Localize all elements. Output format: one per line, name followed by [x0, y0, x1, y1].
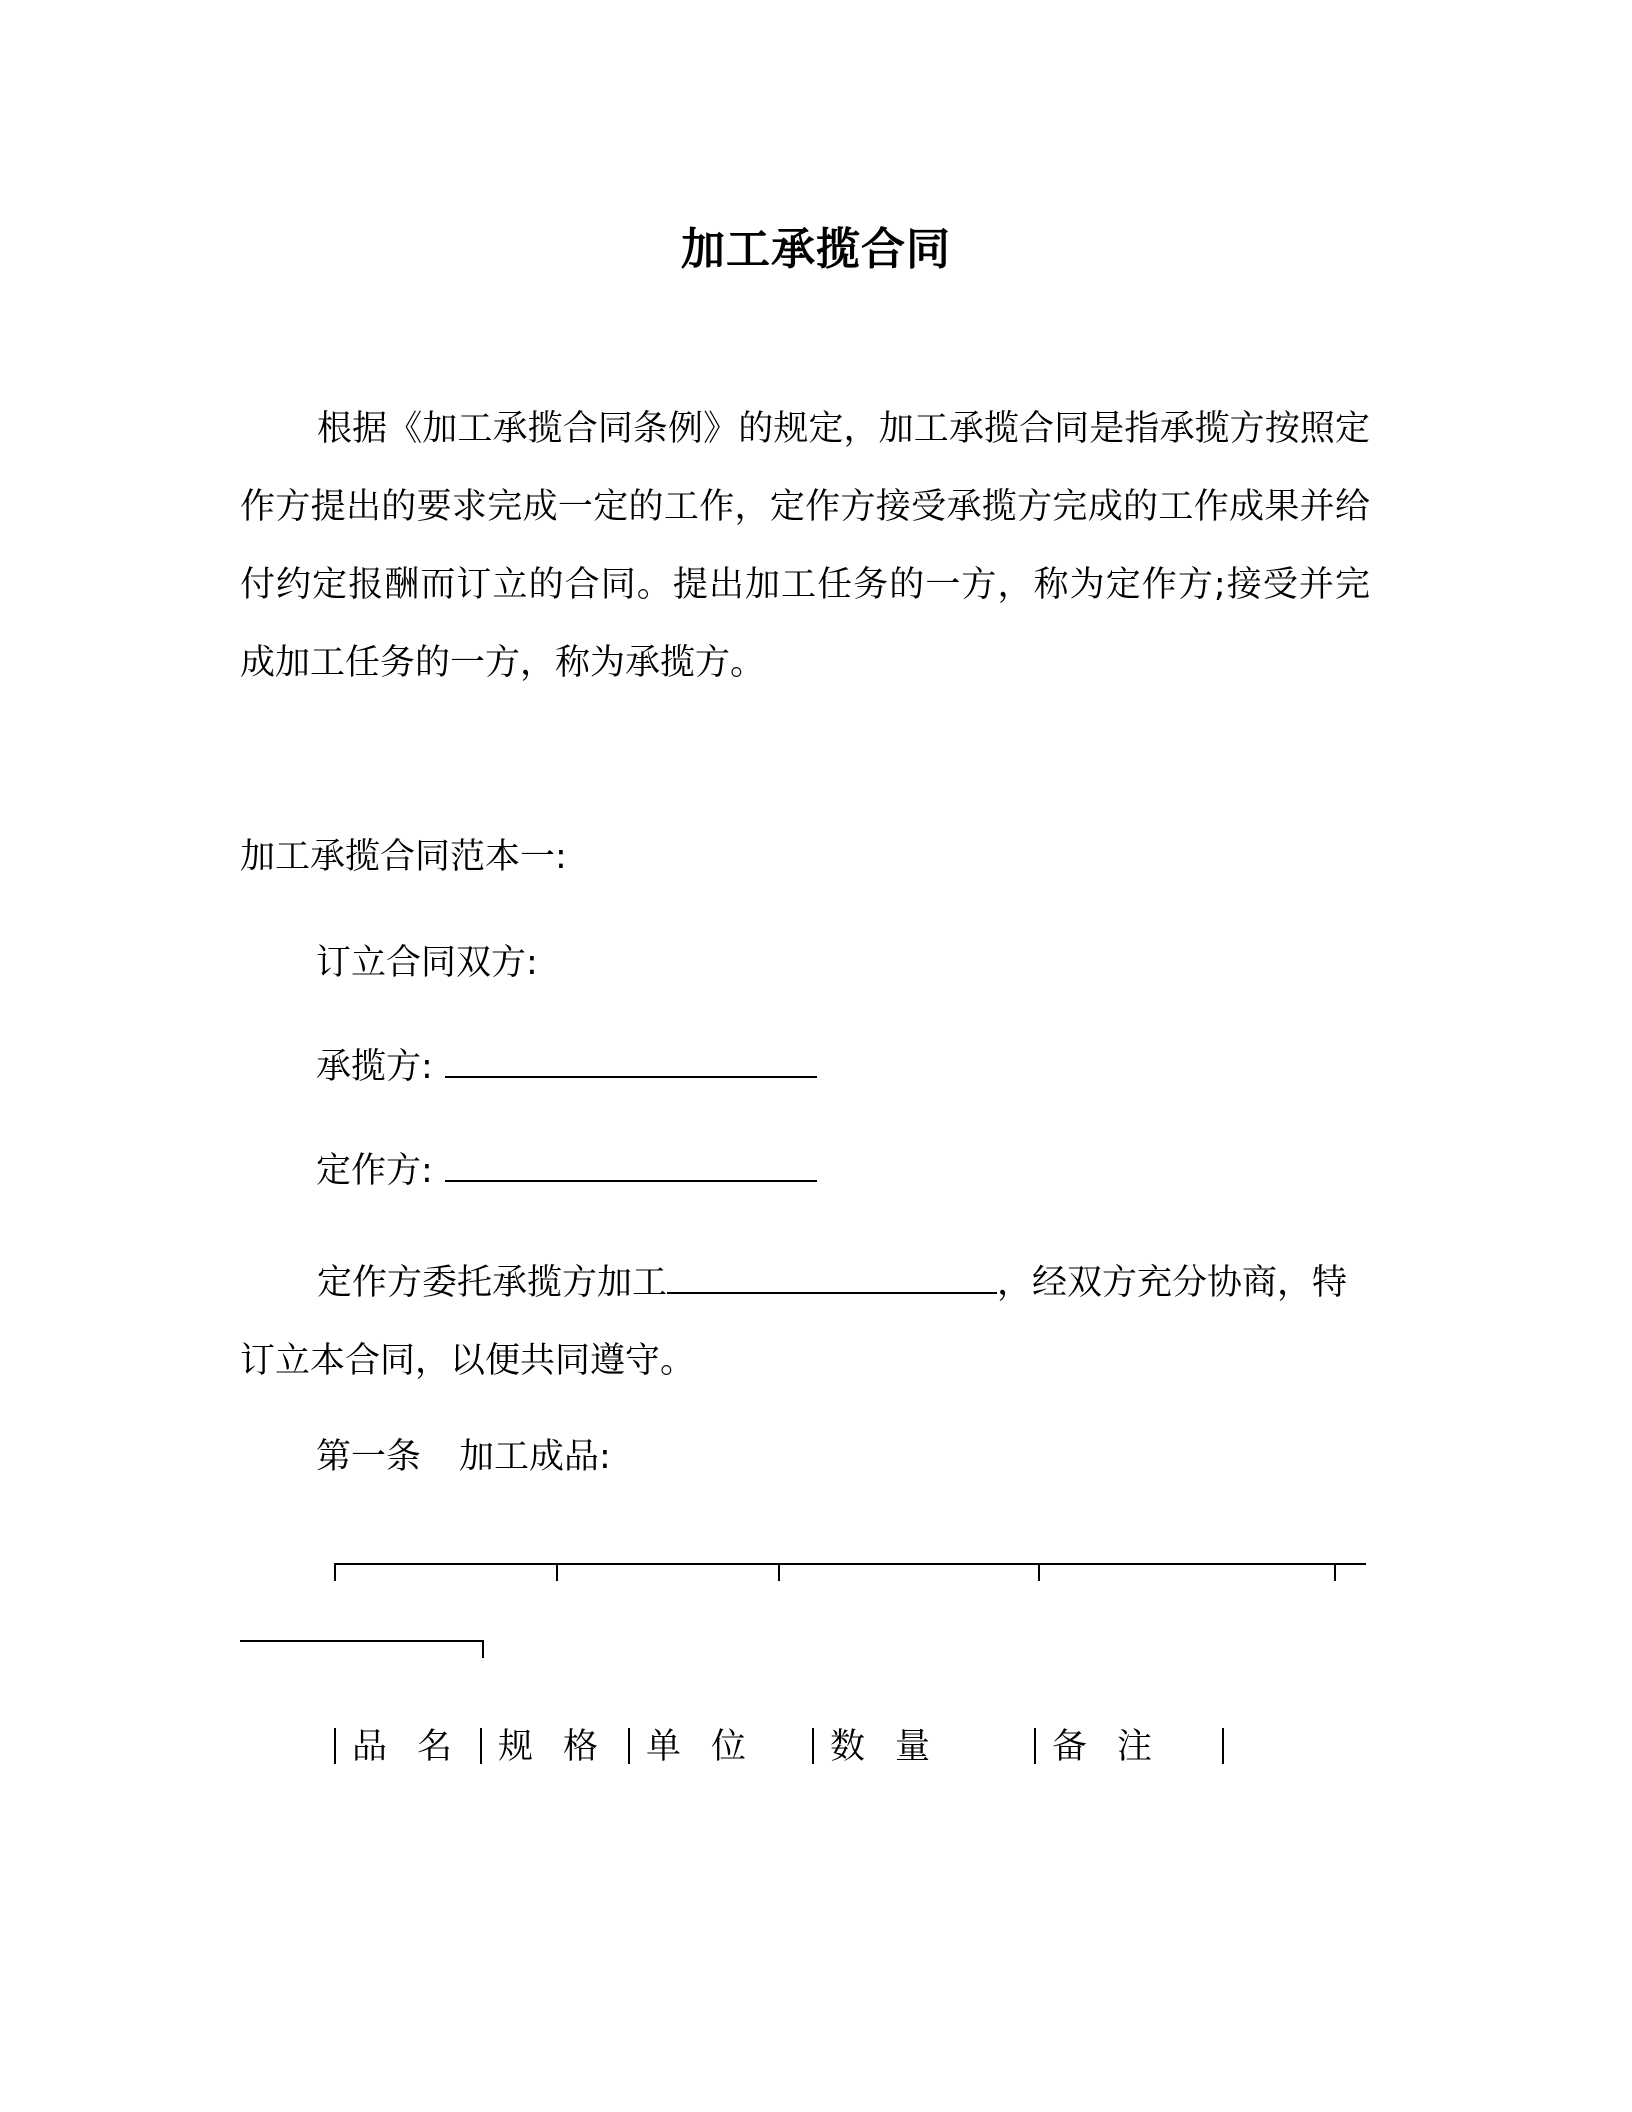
intro-paragraph: 根据《加工承揽合同条例》的规定，加工承揽合同是指承揽方按照定作方提出的要求完成一定的工作，定作方接受承揽方完成的工作成果并给付约定报酬而订立的合同。提出加工任务的一方，称为定作方;接受并完成加工任务的一方，称为承揽方。 — [240, 409, 1370, 683]
contract-parties-label: 订立合同双方: — [316, 943, 538, 983]
column-separator — [1034, 1728, 1036, 1764]
table-tick — [778, 1563, 780, 1581]
ordering-party-line — [316, 1146, 817, 1196]
document-title: 加工承揽合同 — [681, 224, 951, 275]
sample-heading: 加工承揽合同范本一: — [240, 837, 567, 877]
table-top-rule — [334, 1563, 1366, 1565]
article-1-heading — [316, 1432, 611, 1482]
header-cell-name: 品名 — [352, 1727, 483, 1767]
contractor-blank — [445, 1046, 817, 1078]
contractor-label: 承揽方: — [316, 1047, 433, 1087]
entrust-paragraph — [240, 1244, 1370, 1400]
column-separator — [1222, 1728, 1224, 1764]
table-left-rule — [240, 1640, 484, 1642]
entrust-suffix: ，经双方充分协商，特订立本合同，以便共同遵守。 — [240, 1263, 1348, 1381]
contractor-line — [316, 1042, 817, 1092]
column-separator — [334, 1728, 336, 1764]
column-separator — [628, 1728, 630, 1764]
ordering-party-label: 定作方: — [316, 1151, 433, 1191]
header-cell-remarks: 备注 — [1052, 1727, 1183, 1767]
table-tick — [334, 1563, 336, 1581]
ordering-party-blank — [445, 1150, 817, 1182]
table-tick — [1334, 1563, 1336, 1581]
header-cell-quantity: 数量 — [830, 1727, 961, 1767]
table-tick — [482, 1640, 484, 1658]
processing-item-blank — [667, 1262, 997, 1294]
table-header-row — [334, 1722, 1234, 1772]
article-1-title: 加工成品: — [459, 1437, 611, 1477]
table-tick — [1038, 1563, 1040, 1581]
column-separator — [812, 1728, 814, 1764]
header-cell-unit: 单位 — [646, 1727, 777, 1767]
entrust-prefix: 定作方委托承揽方加工 — [317, 1263, 668, 1303]
header-cell-spec: 规格 — [498, 1727, 629, 1767]
table-tick — [556, 1563, 558, 1581]
column-separator — [480, 1728, 482, 1764]
article-1-number: 第一条 — [316, 1437, 422, 1477]
